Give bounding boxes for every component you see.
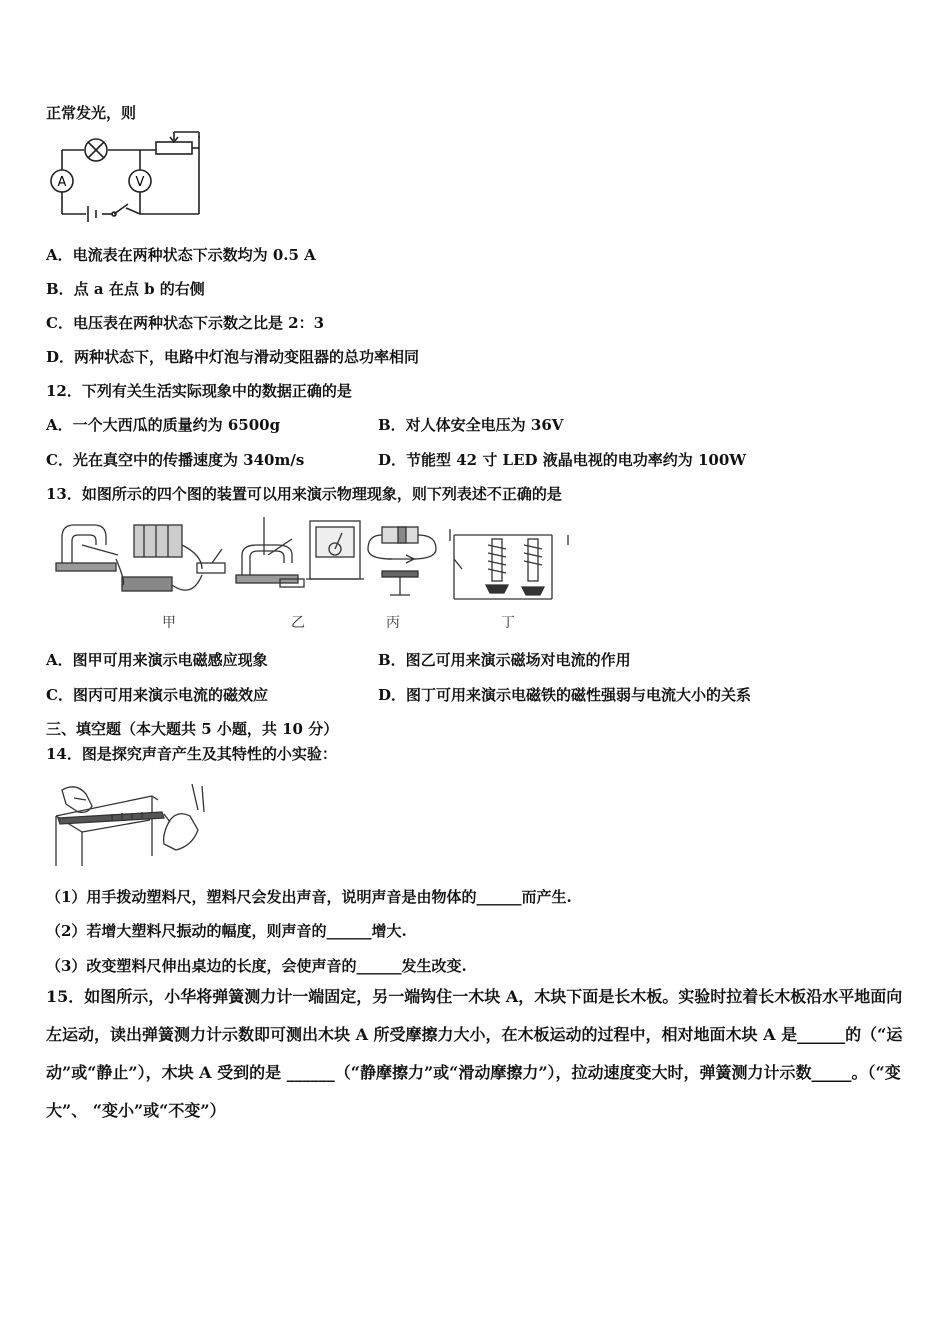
q14-item-1: （1）用手拨动塑料尺，塑料尺会发出声音，说明声音是由物体的______而产生. bbox=[46, 888, 572, 906]
caption-bing: 丙 bbox=[386, 615, 400, 631]
caption-jia: 甲 bbox=[162, 615, 176, 631]
q12-option-a: A．一个大西瓜的质量约为 6500g bbox=[46, 416, 281, 434]
q15-text: 15．如图所示，小华将弹簧测力计一端固定，另一端钩住一木块 A，木块下面是长木板。实验时拉着长木板沿水平地面向左运动，读出弹簧测力计示数即可测出木块 A 所受摩擦力大小，在木板运动的过程中，相对地面木块 A 是______的（“运动”或“静止”），木块 A 受到的是 ______（“静摩擦力”或“滑动摩擦力”），拉动速度变大时，弹簧测力计示数_____。（“变大”、 “变小”或“不变”） bbox=[46, 987, 903, 1120]
q11-option-a: A．电流表在两种状态下示数均为 0.5 A bbox=[46, 246, 316, 264]
q11-option-c: C．电压表在两种状态下示数之比是 2：3 bbox=[46, 314, 325, 332]
q12-option-c: C．光在真空中的传播速度为 340m/s bbox=[46, 451, 305, 469]
q14-stem: 14．图是探究声音产生及其特性的小实验： bbox=[46, 745, 337, 763]
ammeter-label: A bbox=[57, 175, 67, 190]
ruler-on-table-figure bbox=[52, 780, 212, 870]
q13-option-a: A．图甲可用来演示电磁感应现象 bbox=[46, 651, 268, 669]
q13-option-c: C．图丙可用来演示电流的磁效应 bbox=[46, 686, 268, 704]
q11-intro: 正常发光，则 bbox=[46, 104, 137, 122]
q12-stem: 12．下列有关生活实际现象中的数据正确的是 bbox=[46, 382, 352, 400]
q12-option-b: B．对人体安全电压为 36V bbox=[378, 416, 564, 434]
q13-stem: 13．如图所示的四个图的装置可以用来演示物理现象，则下列表述不正确的是 bbox=[46, 485, 562, 503]
q14-item-2: （2）若增大塑料尺振动的幅度，则声音的______增大. bbox=[46, 922, 407, 940]
q14-item-3: （3）改变塑料尺伸出桌边的长度，会使声音的______发生改变. bbox=[46, 957, 467, 975]
apparatus-figures bbox=[52, 515, 572, 610]
caption-yi: 乙 bbox=[291, 615, 305, 631]
q12-option-d: D．节能型 42 寸 LED 液晶电视的电功率约为 100W bbox=[378, 451, 747, 469]
q13-option-b: B．图乙可用来演示磁场对电流的作用 bbox=[378, 651, 631, 669]
circuit-diagram bbox=[44, 128, 209, 223]
q11-option-d: D．两种状态下，电路中灯泡与滑动变阻器的总功率相同 bbox=[46, 348, 420, 366]
caption-ding: 丁 bbox=[501, 615, 515, 631]
q13-option-d: D．图丁可用来演示电磁铁的磁性强弱与电流大小的关系 bbox=[378, 686, 752, 704]
voltmeter-label: V bbox=[135, 175, 145, 190]
section-3-heading: 三、填空题（本大题共 5 小题，共 10 分） bbox=[46, 720, 339, 738]
q11-option-b: B．点 a 在点 b 的右侧 bbox=[46, 280, 205, 298]
